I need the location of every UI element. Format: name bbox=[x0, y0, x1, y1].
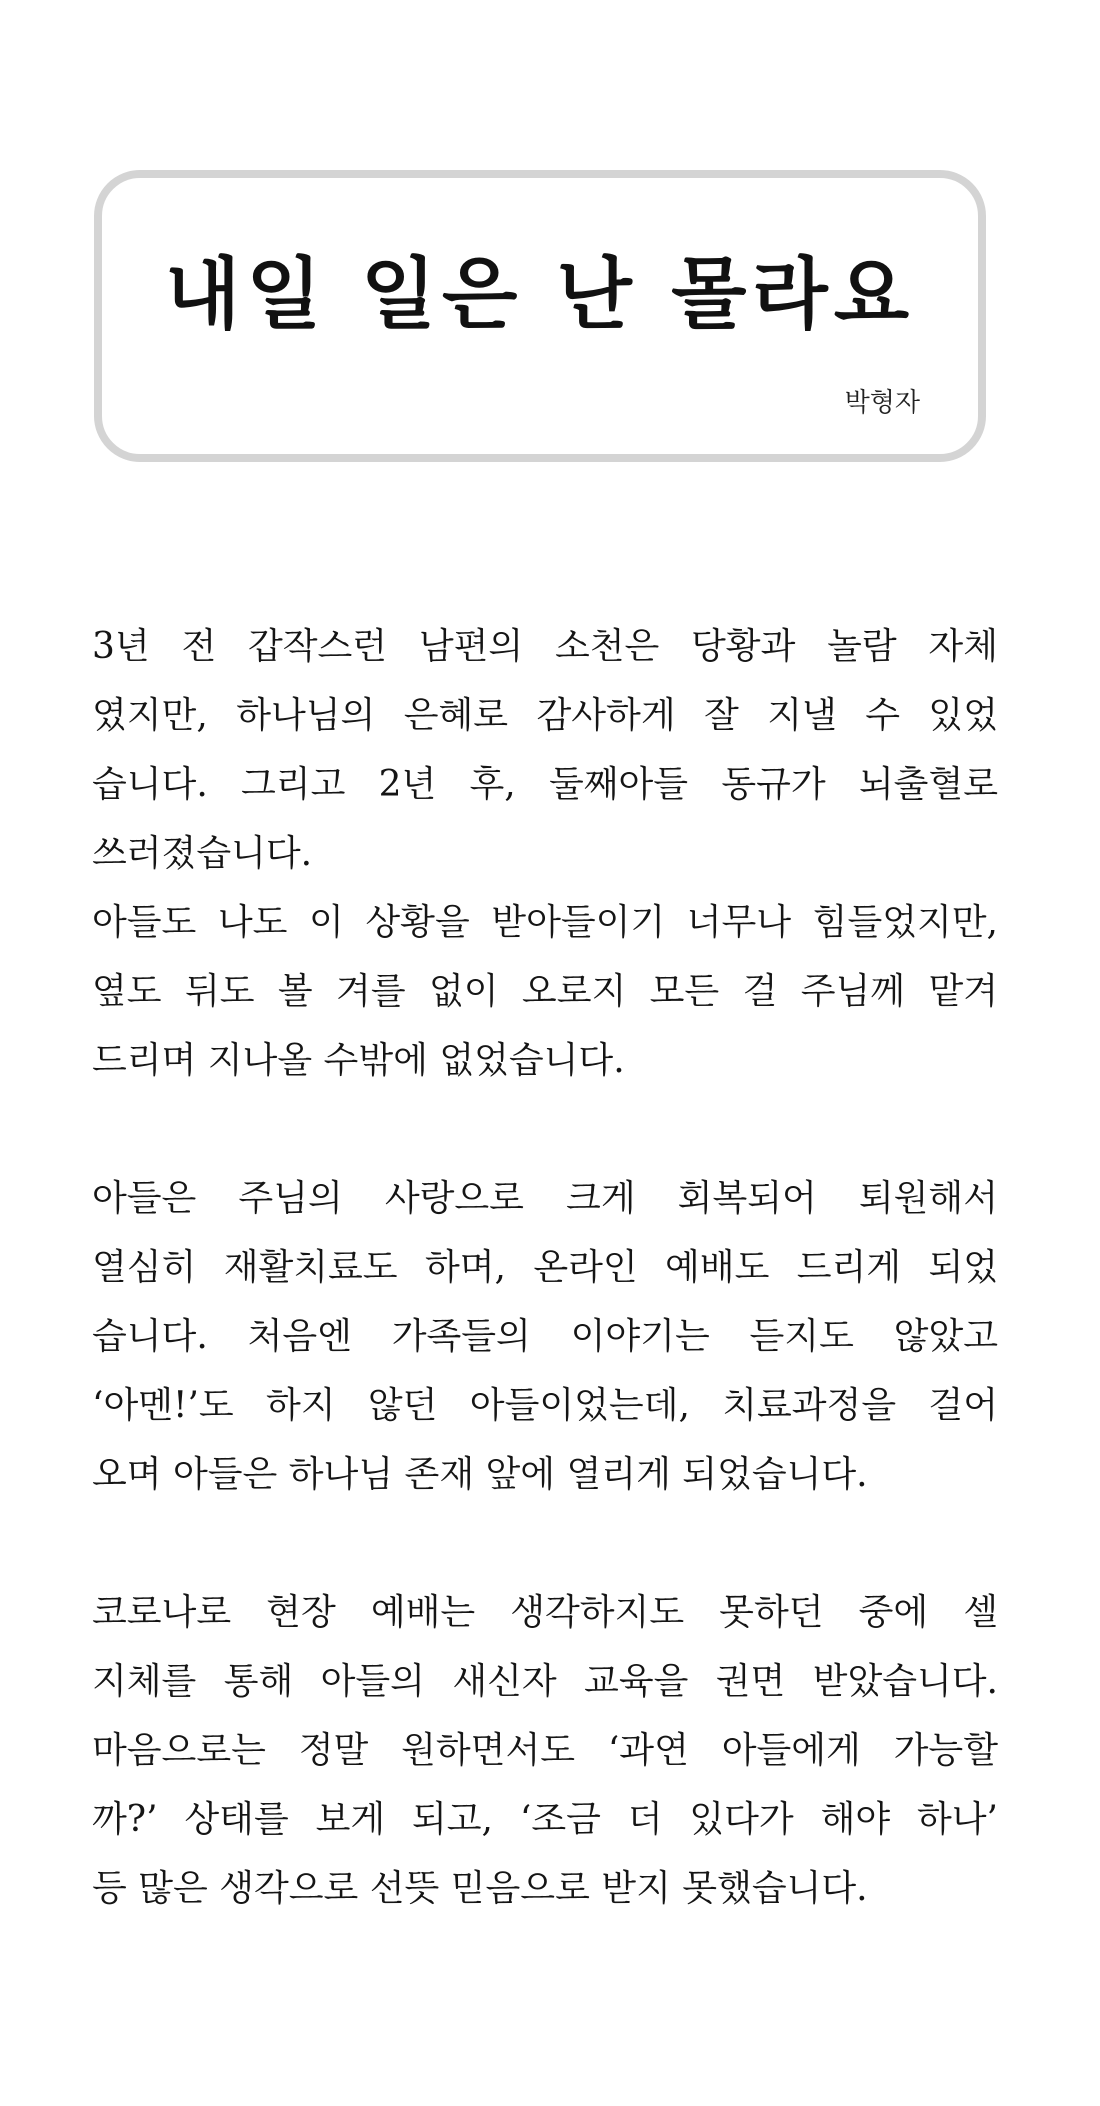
paragraph-2 bbox=[92, 1164, 998, 1509]
text-line: 마음으로는 정말 원하면서도 ‘과연 아들에게 가능할 bbox=[92, 1730, 998, 1771]
text-line: 였지만, 하나님의 은혜로 감사하게 잘 지낼 수 있었 bbox=[92, 695, 998, 736]
title-box bbox=[94, 170, 986, 462]
text-line: 습니다. 처음엔 가족들의 이야기는 듣지도 않았고 bbox=[92, 1316, 998, 1357]
paragraph-gap bbox=[92, 1095, 998, 1164]
text-line: 쓰러졌습니다. bbox=[92, 833, 313, 874]
text-line: 3년 전 갑작스런 남편의 소천은 당황과 놀람 자체 bbox=[92, 626, 998, 667]
author-name: 박형자 bbox=[844, 388, 920, 418]
paragraph-gap bbox=[92, 1509, 998, 1578]
text-line: 드리며 지나올 수밖에 없었습니다. bbox=[92, 1040, 625, 1081]
paragraph-3 bbox=[92, 1578, 998, 1923]
text-line: 아들은 주님의 사랑으로 크게 회복되어 퇴원해서 bbox=[92, 1178, 998, 1219]
text-line: 등 많은 생각으로 선뜻 믿음으로 받지 못했습니다. bbox=[92, 1868, 868, 1909]
text-line: 지체를 통해 아들의 새신자 교육을 권면 받았습니다. bbox=[92, 1661, 998, 1702]
text-line: 아들도 나도 이 상황을 받아들이기 너무나 힘들었지만, bbox=[92, 902, 998, 943]
article-title: 내일 일은 난 몰라요 bbox=[164, 249, 916, 340]
text-line: 옆도 뒤도 볼 겨를 없이 오로지 모든 걸 주님께 맡겨 bbox=[92, 971, 998, 1012]
paragraph-1 bbox=[92, 612, 998, 1095]
text-line: 까?’ 상태를 보게 되고, ‘조금 더 있다가 해야 하나’ bbox=[92, 1799, 998, 1840]
article-body bbox=[92, 612, 998, 1923]
text-line: 습니다. 그리고 2년 후, 둘째아들 동규가 뇌출혈로 bbox=[92, 764, 998, 805]
text-line: 열심히 재활치료도 하며, 온라인 예배도 드리게 되었 bbox=[92, 1247, 998, 1288]
text-line: 오며 아들은 하나님 존재 앞에 열리게 되었습니다. bbox=[92, 1454, 868, 1495]
text-line: 코로나로 현장 예배는 생각하지도 못하던 중에 셀 bbox=[92, 1592, 998, 1633]
text-line: ‘아멘!’도 하지 않던 아들이었는데, 치료과정을 걸어 bbox=[92, 1385, 998, 1426]
